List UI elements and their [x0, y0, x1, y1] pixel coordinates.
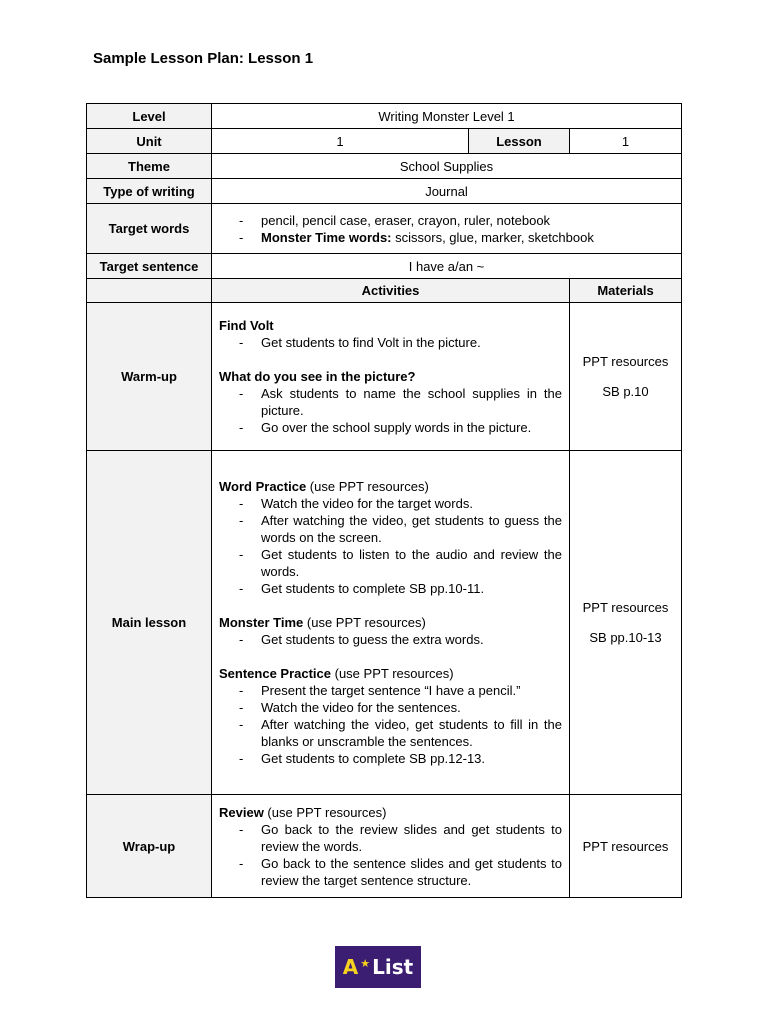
lesson-label: Lesson [469, 129, 570, 154]
material-item: PPT resources [582, 354, 669, 369]
main-lesson-label: Main lesson [87, 451, 212, 795]
warmup-activities [212, 303, 570, 451]
row-headers [87, 279, 682, 303]
unit-value: 1 [212, 129, 469, 154]
main-section-title: Sentence Practice [219, 666, 332, 681]
wrapup-label: Wrap-up [87, 795, 212, 898]
a-list-logo [335, 946, 421, 988]
lesson-value: 1 [570, 129, 682, 154]
row-theme [87, 154, 682, 179]
main-list-1 [219, 495, 562, 597]
material-item: PPT resources [582, 600, 669, 615]
list-item: - Get students to complete SB pp.12-13. [239, 750, 562, 767]
list-item: - Go over the school supply words in the picture. [239, 419, 562, 436]
page-title: Sample Lesson Plan: Lesson 1 [93, 50, 314, 67]
target-words-list [219, 212, 674, 246]
row-target-sentence [87, 254, 682, 279]
main-section-note: (use PPT resources) [303, 615, 426, 630]
unit-label: Unit [87, 129, 212, 154]
list-item: - Go back to the review slides and get students to review the words. [239, 821, 562, 855]
level-value: Writing Monster Level 1 [212, 104, 682, 129]
main-list-2 [219, 631, 562, 648]
wrapup-section-title: Review [219, 804, 264, 820]
warmup-section-title: Find Volt [219, 318, 274, 333]
main-section-title: Monster Time [219, 615, 304, 630]
list-item: - Get students to find Volt in the picture. [239, 334, 562, 351]
list-item [239, 229, 674, 246]
type-label: Type of writing [87, 179, 212, 204]
list-item: - Watch the video for the sentences. [239, 699, 562, 716]
lesson-plan-table [86, 103, 682, 898]
warmup-list-2 [219, 385, 562, 436]
main-section-note: (use PPT resources) [306, 479, 429, 494]
row-main-lesson [87, 451, 682, 795]
target-words-label: Target words [87, 204, 212, 254]
list-item: - pencil, pencil case, eraser, crayon, ruler, notebook [239, 212, 674, 229]
warmup-materials [570, 303, 682, 451]
main-lesson-materials [570, 451, 682, 795]
row-warmup [87, 303, 682, 451]
list-item: - Get students to listen to the audio and review the words. [239, 546, 562, 580]
list-item: - Get students to complete SB pp.10-11. [239, 580, 562, 597]
logo-text: List [372, 955, 414, 979]
row-target-words [87, 204, 682, 254]
monster-time-words: scissors, glue, marker, sketchbook [391, 229, 594, 245]
main-section-note: (use PPT resources) [331, 666, 454, 681]
list-item: - After watching the video, get students to fill in the blanks or unscramble the sentences. [239, 716, 562, 750]
main-section-heading [219, 665, 562, 682]
star-icon: ★ [360, 956, 371, 970]
main-list-3 [219, 682, 562, 767]
list-item: - Present the target sentence “I have a pencil.” [239, 682, 562, 699]
list-item: - Go back to the sentence slides and get students to review the target sentence structure. [239, 855, 562, 889]
row-unit [87, 129, 682, 154]
material-item: PPT resources [582, 838, 669, 854]
target-sentence-label: Target sentence [87, 254, 212, 279]
list-item: - After watching the video, get students to guess the words on the screen. [239, 512, 562, 546]
level-label: Level [87, 104, 212, 129]
row-wrapup [87, 795, 682, 898]
header-activities: Activities [212, 279, 570, 303]
wrapup-list [219, 821, 562, 889]
header-materials: Materials [570, 279, 682, 303]
monster-time-label: Monster Time words: [261, 229, 392, 245]
wrapup-section-heading [219, 804, 562, 821]
header-blank [87, 279, 212, 303]
row-type [87, 179, 682, 204]
logo-letter: A [342, 955, 359, 979]
wrapup-section-note: (use PPT resources) [263, 804, 387, 820]
wrapup-activities [212, 795, 570, 898]
material-item: SB pp.10-13 [589, 630, 662, 645]
material-item: SB p.10 [602, 384, 649, 399]
list-item: - Get students to guess the extra words. [239, 631, 562, 648]
warmup-list-1 [219, 334, 562, 351]
target-sentence-value: I have a/an ~ [212, 254, 682, 279]
target-words-value [212, 204, 682, 254]
main-lesson-activities [212, 451, 570, 795]
warmup-label: Warm-up [87, 303, 212, 451]
theme-label: Theme [87, 154, 212, 179]
theme-value: School Supplies [212, 154, 682, 179]
wrapup-materials [570, 795, 682, 898]
row-level [87, 104, 682, 129]
main-section-title: Word Practice [219, 479, 307, 494]
list-item: - Watch the video for the target words. [239, 495, 562, 512]
main-section-heading [219, 478, 562, 495]
list-item: - Ask students to name the school supplies in the picture. [239, 385, 562, 419]
type-value: Journal [212, 179, 682, 204]
main-section-heading [219, 614, 562, 631]
warmup-section-title: What do you see in the picture? [219, 369, 416, 384]
